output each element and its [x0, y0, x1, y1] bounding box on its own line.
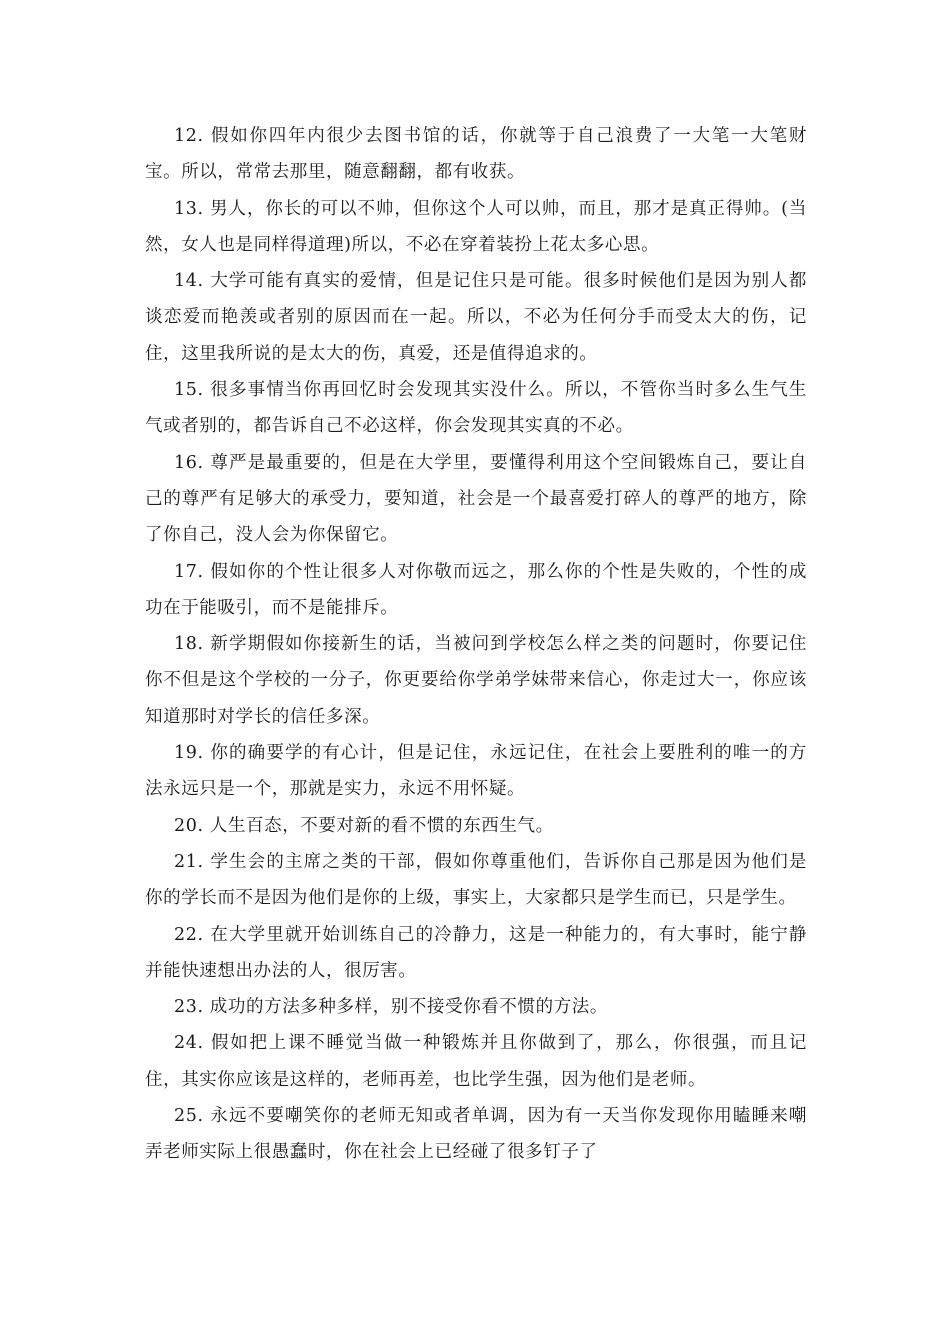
- paragraph-14: 14. 大学可能有真实的爱情，但是记住只是可能。很多时候他们是因为别人都谈恋爱而艳羡或者别的原因而在一起。所以，不必为任何分手而受太大的伤，记住，这里我所说的是太大的伤，真爱，还是值得追求的。: [145, 271, 807, 364]
- paragraph-12: 12. 假如你四年内很少去图书馆的话，你就等于自己浪费了一大笔一大笔财宝。所以，常常去那里，随意翻翻，都有收获。: [145, 126, 807, 183]
- paragraph-15: 15. 很多事情当你再回忆时会发现其实没什么。所以，不管你当时多么生气生气或者别的，都告诉自己不必这样，你会发现其实真的不必。: [145, 380, 807, 437]
- paragraph-25: 25. 永远不要嘲笑你的老师无知或者单调，因为有一天当你发现你用瞌睡来嘲弄老师实际上很愚蠢时，你在社会上已经碰了很多钉子了: [145, 1106, 807, 1163]
- paragraph-13: 13. 男人，你长的可以不帅，但你这个人可以帅，而且，那才是真正得帅。(当然，女人也是同样得道理)所以，不必在穿着装扮上花太多心思。: [145, 198, 807, 255]
- paragraph-17: 17. 假如你的个性让很多人对你敬而远之，那么你的个性是失败的，个性的成功在于能吸引，而不是能排斥。: [145, 561, 807, 618]
- paragraph-24: 24. 假如把上课不睡觉当做一种锻炼并且你做到了，那么，你很强，而且记住，其实你应该是这样的，老师再差，也比学生强，因为他们是老师。: [145, 1033, 807, 1090]
- paragraph-21: 21. 学生会的主席之类的干部，假如你尊重他们，告诉你自己那是因为他们是你的学长而不是因为他们是你的上级，事实上，大家都只是学生而已，只是学生。: [145, 851, 807, 909]
- paragraph-23: 23. 成功的方法多种多样，别不接受你看不惯的方法。: [174, 997, 608, 1018]
- paragraph-20: 20. 人生百态，不要对新的看不惯的东西生气。: [174, 815, 554, 836]
- document-page: [145, 118, 807, 1171]
- paragraph-16: 16. 尊严是最重要的，但是在大学里，要懂得利用这个空间锻炼自己，要让自己的尊严有足够大的承受力，要知道，社会是一个最喜爱打碎人的尊严的地方，除了你自己，没人会为你保留它。: [145, 452, 807, 546]
- paragraph-19: 19. 你的确要学的有心计，但是记住，永远记住，在社会上要胜利的唯一的方法永远只是一个，那就是实力，永远不用怀疑。: [145, 743, 807, 800]
- paragraph-18: 18. 新学期假如你接新生的话，当被问到学校怎么样之类的问题时，你要记住你不但是这个学校的一分子，你更要给你学弟学妹带来信心，你走过大一，你应该知道那时对学长的信任多深。: [145, 634, 807, 727]
- paragraph-22: 22. 在大学里就开始训练自己的冷静力，这是一种能力的，有大事时，能宁静并能快速想出办法的人，很厉害。: [145, 924, 807, 981]
